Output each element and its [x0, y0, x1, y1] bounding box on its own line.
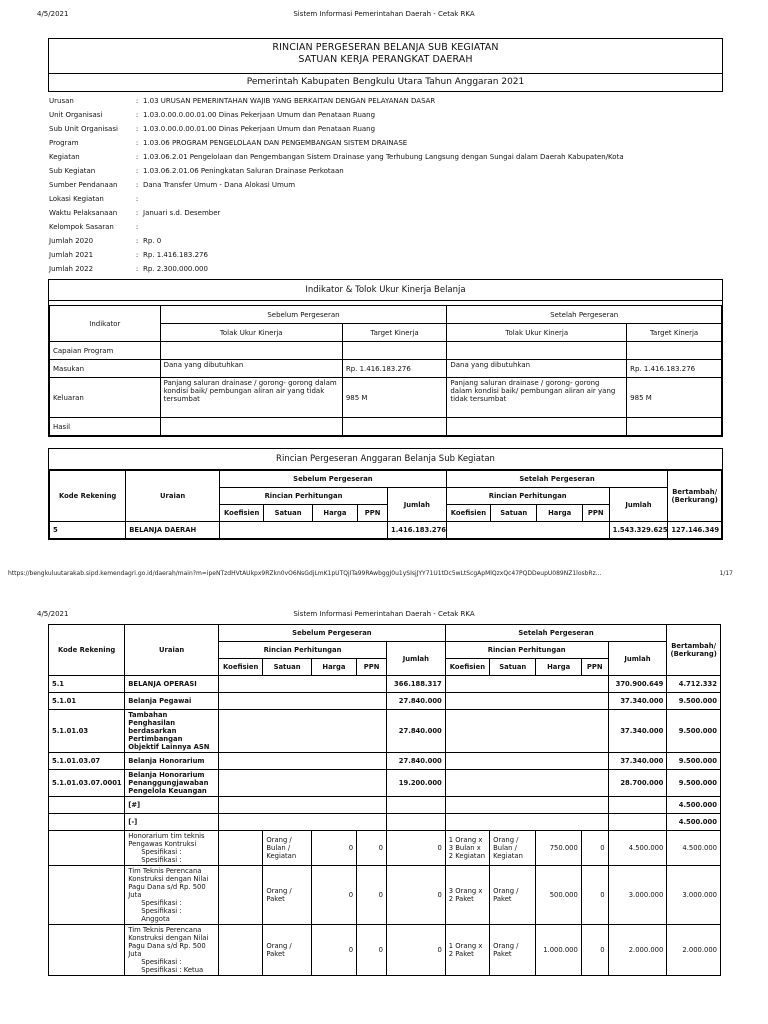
col-kode: Kode Rekening: [49, 625, 125, 676]
col-uraian: Uraian: [125, 625, 219, 676]
indicator-tolok2: Panjang saluran drainase / gorong- gorong dalam kondisi baik/ pembungan aliran air yang tidak tersumbat: [447, 378, 627, 418]
report-subtitle: Pemerintah Kabupaten Bengkulu Utara Tahun Anggaran 2021: [49, 73, 722, 91]
col-uraian: Uraian: [126, 471, 220, 522]
info-label: Jumlah 2022: [49, 265, 94, 273]
indicator-tolok1: Dana yang dibutuhkan: [160, 360, 342, 378]
info-label: Unit Organisasi: [49, 111, 103, 119]
report-title: RINCIAN PERGESERAN BELANJA SUB KEGIATAN: [272, 42, 499, 53]
col-satuan-before: Satuan: [263, 659, 311, 676]
item-ppn2: 0: [581, 831, 608, 866]
item-koef-before: [219, 925, 263, 976]
info-row: [49, 153, 624, 167]
item-koef-before: [219, 866, 263, 925]
col-koef-after: Koefisien: [446, 505, 490, 522]
indicator-tolok2: Dana yang dibutuhkan: [447, 360, 627, 378]
info-label: Lokasi Kegiatan: [49, 195, 104, 203]
item-satuan1: Orang / Bulan / Kegiatan: [263, 831, 311, 866]
indicator-target2: Rp. 1.416.183.276: [627, 360, 722, 378]
info-label: Program: [49, 139, 79, 147]
report-title-box: [48, 38, 723, 92]
info-colon: :: [135, 195, 139, 203]
report-page-2: [0, 600, 768, 1024]
indicator-row: [50, 378, 722, 418]
col-koef-before: Koefisien: [219, 659, 263, 676]
row-jumlah-before: 27.840.000: [387, 710, 446, 753]
col-change: Bertambah/ (Berkurang): [668, 471, 722, 522]
item-koef2: 1 Orang x 2 Paket: [445, 925, 489, 976]
info-colon: :: [135, 223, 139, 231]
item-ppn2: 0: [581, 925, 608, 976]
activity-info: [49, 97, 624, 279]
col-jumlah-after: Jumlah: [609, 488, 668, 522]
row-jumlah-after: 1.543.329.625: [609, 522, 668, 539]
info-colon: :: [135, 251, 139, 259]
row-jumlah-after: 28.700.000: [608, 770, 667, 797]
indicator-target1: [342, 342, 447, 360]
info-row: [49, 139, 624, 153]
row-kode: 5.1.01.03: [49, 710, 125, 753]
info-colon: :: [135, 181, 139, 189]
item-ppn1: 0: [357, 866, 387, 925]
info-row: [49, 195, 624, 209]
info-row: [49, 237, 624, 251]
row-change: 4.500.000: [667, 814, 721, 831]
indicator-tolok1: [160, 418, 342, 436]
line-item: [49, 925, 721, 976]
page-footer: [0, 570, 768, 582]
row-jumlah-before: [387, 797, 446, 814]
info-colon: :: [135, 125, 139, 133]
info-value: Rp. 1.416.183.276: [143, 251, 208, 259]
row-kode: 5.1.01.03.07: [49, 753, 125, 770]
info-row: [49, 209, 624, 223]
page-header: [0, 610, 768, 622]
table-row: [49, 797, 721, 814]
print-date: 4/5/2021: [37, 610, 69, 618]
col-rincian-after: Rincian Perhitungan: [445, 642, 608, 659]
item-koef2: 1 Orang x 3 Bulan x 2 Kegiatan: [445, 831, 489, 866]
info-value: 1.03.06 PROGRAM PENGELOLAAN DAN PENGEMBANGAN SISTEM DRAINASE: [143, 139, 408, 147]
info-colon: :: [135, 209, 139, 217]
info-value: 1.03.0.00.0.00.01.00 Dinas Pekerjaan Umum dan Penataan Ruang: [143, 125, 376, 133]
info-value: 1.03.06.2.01.06 Peningkatan Saluran Drainase Perkotaan: [143, 167, 344, 175]
info-row: [49, 181, 624, 195]
row-uraian: [#]: [125, 797, 219, 814]
indicator-name: Hasil: [50, 418, 161, 436]
row-uraian: Belanja Pegawai: [125, 693, 219, 710]
row-change: 9.500.000: [667, 710, 721, 753]
system-title: Sistem Informasi Pemerintahan Daerah - Cetak RKA: [293, 10, 475, 18]
info-colon: :: [135, 167, 139, 175]
col-rincian-after: Rincian Perhitungan: [446, 488, 609, 505]
item-satuan2: Orang / Bulan / Kegiatan: [490, 831, 536, 866]
item-harga1: 0: [311, 925, 356, 976]
item-jumlah2: 3.000.000: [608, 866, 667, 925]
row-uraian: BELANJA OPERASI: [125, 676, 219, 693]
indicator-target2: [627, 418, 722, 436]
row-change: 4.712.332: [667, 676, 721, 693]
row-uraian: Tambahan Penghasilan berdasarkan Pertimbangan Objektif Lainnya ASN: [125, 710, 219, 753]
indicator-target1: 985 M: [342, 378, 447, 418]
indicator-tolok2: [447, 342, 627, 360]
item-selisih: 4.500.000: [667, 831, 721, 866]
indicator-name: Capaian Program: [50, 342, 161, 360]
budget-caption: Rincian Pergeseran Anggaran Belanja Sub Kegiatan: [49, 449, 722, 470]
indicator-row: [50, 418, 722, 436]
col-satuan-after: Satuan: [490, 659, 536, 676]
col-satuan-before: Satuan: [264, 505, 312, 522]
col-koef-before: Koefisien: [220, 505, 264, 522]
row-jumlah-before: 27.840.000: [387, 753, 446, 770]
col-harga-after: Harga: [536, 659, 581, 676]
table-row: [49, 693, 721, 710]
row-kode: [49, 797, 125, 814]
col-harga-after: Harga: [537, 505, 582, 522]
info-value: [143, 223, 624, 237]
info-colon: :: [135, 265, 139, 273]
info-row: [49, 111, 624, 125]
report-title-sub: SATUAN KERJA PERANGKAT DAERAH: [298, 54, 473, 65]
row-uraian: Belanja Honorarium: [125, 753, 219, 770]
info-label: Jumlah 2020: [49, 237, 94, 245]
indicator-target1: [342, 418, 447, 436]
row-jumlah-after: 37.340.000: [608, 693, 667, 710]
row-jumlah-after: 370.900.649: [608, 676, 667, 693]
table-row: [49, 814, 721, 831]
footer-url[interactable]: https://bengkuluutarakab.sipd.kemendagri.go.id/daerah/main?m=ipeNTzdHVtAUkpx9RZkn0vO6NsGdjLmK1pUTQjITa99RAwbggJ0u1ySIsjJYY71U1tDc5wLtScgApMlQzxQc47PQDDeupU089NZ1losbRz...: [8, 570, 602, 577]
info-row: [49, 125, 624, 139]
col-harga-before: Harga: [311, 659, 356, 676]
indicator-caption: Indikator & Tolok Ukur Kinerja Belanja: [49, 280, 722, 301]
item-harga2: 750.000: [536, 831, 581, 866]
item-uraian: Honorarium tim teknis Pengawas Kontruksi Spesifikasi : Spesifikasi :: [125, 831, 219, 866]
item-satuan1: Orang / Paket: [263, 925, 311, 976]
row-change: 9.500.000: [667, 693, 721, 710]
benchmark-header-before: Tolak Ukur Kinerja: [160, 324, 342, 342]
item-satuan2: Orang / Paket: [490, 866, 536, 925]
info-value: [143, 195, 624, 209]
info-colon: :: [135, 139, 139, 147]
table-row: [49, 710, 721, 753]
info-value: 1.03.06.2.01 Pengelolaan dan Pengembangan Sistem Drainase yang Terhubung Langsung dengan Sungai dalam Daerah Kabupaten/Kota: [143, 153, 624, 161]
row-jumlah-before: [387, 814, 446, 831]
line-item: [49, 831, 721, 866]
budget-section: [48, 448, 723, 540]
row-uraian: Belanja Honorarium Penanggungjawaban Pengelola Keuangan: [125, 770, 219, 797]
item-jumlah1: 0: [387, 925, 446, 976]
item-jumlah2: 2.000.000: [608, 925, 667, 976]
indicator-tolok1: Panjang saluran drainase / gorong- gorong dalam kondisi baik/ pembungan aliran air yang tidak tersumbat: [160, 378, 342, 418]
row-uraian: [-]: [125, 814, 219, 831]
print-date: 4/5/2021: [37, 10, 69, 18]
info-value: Rp. 0: [143, 237, 162, 245]
indicator-tolok2: [447, 418, 627, 436]
indicator-target2: 985 M: [627, 378, 722, 418]
row-change: 9.500.000: [667, 770, 721, 797]
item-ppn1: 0: [357, 831, 387, 866]
item-harga1: 0: [311, 866, 356, 925]
target-header-before: Target Kinerja: [342, 324, 447, 342]
col-ppn-before: PPN: [357, 659, 387, 676]
item-uraian: Tim Teknis Perencana Konstruksi dengan Nilai Pagu Dana s/d Rp. 500 Juta Spesifikasi : Spesifikasi : Ketua: [125, 925, 219, 976]
indicator-row: [50, 342, 722, 360]
budget-detail-table: [48, 624, 721, 976]
info-value: Januari s.d. Desember: [143, 209, 221, 217]
row-jumlah-before: 27.840.000: [387, 693, 446, 710]
info-colon: :: [135, 97, 139, 105]
info-value: Rp. 2.300.000.000: [143, 265, 208, 273]
row-jumlah-before: 1.416.183.276: [388, 522, 447, 539]
info-label: Sub Unit Organisasi: [49, 125, 118, 133]
item-ppn1: 0: [357, 925, 387, 976]
item-jumlah2: 4.500.000: [608, 831, 667, 866]
item-selisih: 3.000.000: [667, 866, 721, 925]
table-row: [49, 676, 721, 693]
item-jumlah1: 0: [387, 866, 446, 925]
row-kode: 5.1.01: [49, 693, 125, 710]
indicator-table: [49, 305, 722, 436]
indicator-row: [50, 360, 722, 378]
row-jumlah-after: [608, 814, 667, 831]
budget-detail-section: [48, 624, 721, 976]
info-colon: :: [135, 237, 139, 245]
col-rincian-before: Rincian Perhitungan: [220, 488, 388, 505]
col-kode: Kode Rekening: [50, 471, 126, 522]
page-number: 1/17: [719, 570, 733, 577]
info-value: Dana Transfer Umum - Dana Alokasi Umum: [143, 181, 296, 189]
row-kode: [49, 814, 125, 831]
after-header: Setelah Pergeseran: [447, 306, 722, 324]
row-change: 127.146.349: [668, 522, 722, 539]
col-harga-before: Harga: [312, 505, 357, 522]
info-label: Waktu Pelaksanaan: [49, 209, 118, 217]
item-selisih: 2.000.000: [667, 925, 721, 976]
info-value: 1.03 URUSAN PEMERINTAHAN WAJIB YANG BERKAITAN DENGAN PELAYANAN DASAR: [143, 97, 436, 105]
row-change: 9.500.000: [667, 753, 721, 770]
col-koef-after: Koefisien: [445, 659, 489, 676]
before-header: Sebelum Pergeseran: [160, 306, 447, 324]
system-title: Sistem Informasi Pemerintahan Daerah - Cetak RKA: [293, 610, 475, 618]
indicator-name: Keluaran: [50, 378, 161, 418]
info-label: Urusan: [49, 97, 74, 105]
col-satuan-after: Satuan: [491, 505, 537, 522]
table-row: [50, 522, 722, 539]
budget-table: [49, 470, 722, 539]
info-row: [49, 167, 624, 181]
indicator-header: Indikator: [50, 306, 161, 342]
row-jumlah-before: 366.188.317: [387, 676, 446, 693]
table-row: [49, 770, 721, 797]
row-jumlah-after: [608, 797, 667, 814]
target-header-after: Target Kinerja: [627, 324, 722, 342]
col-before: Sebelum Pergeseran: [220, 471, 447, 488]
indicator-tolok1: [160, 342, 342, 360]
info-row: [49, 251, 624, 265]
col-jumlah-after: Jumlah: [608, 642, 667, 676]
col-before: Sebelum Pergeseran: [219, 625, 446, 642]
item-koef-before: [219, 831, 263, 866]
info-colon: :: [135, 111, 139, 119]
row-jumlah-before: 19.200.000: [387, 770, 446, 797]
col-jumlah-before: Jumlah: [387, 642, 446, 676]
col-ppn-after: PPN: [581, 659, 608, 676]
col-ppn-after: PPN: [582, 505, 609, 522]
row-uraian: BELANJA DAERAH: [126, 522, 220, 539]
info-label: Kegiatan: [49, 153, 80, 161]
info-value: 1.03.0.00.0.00.01.00 Dinas Pekerjaan Umum dan Penataan Ruang: [143, 111, 376, 119]
page-header: [0, 10, 768, 22]
info-row: [49, 265, 624, 279]
info-row: [49, 223, 624, 237]
row-kode: 5.1: [49, 676, 125, 693]
indicator-target2: [627, 342, 722, 360]
info-label: Kelompok Sasaran: [49, 223, 114, 231]
row-kode: 5: [50, 522, 126, 539]
indicator-name: Masukan: [50, 360, 161, 378]
item-uraian: Tim Teknis Perencana Konstruksi dengan Nilai Pagu Dana s/d Rp. 500 Juta Spesifikasi : Spesifikasi : Anggota: [125, 866, 219, 925]
item-harga1: 0: [311, 831, 356, 866]
info-label: Sumber Pendanaan: [49, 181, 118, 189]
indicator-target1: Rp. 1.416.183.276: [342, 360, 447, 378]
line-item: [49, 866, 721, 925]
item-koef2: 3 Orang x 2 Paket: [445, 866, 489, 925]
row-jumlah-after: 37.340.000: [608, 753, 667, 770]
table-row: [49, 753, 721, 770]
info-label: Sub Kegiatan: [49, 167, 96, 175]
item-harga2: 1.000.000: [536, 925, 581, 976]
col-rincian-before: Rincian Perhitungan: [219, 642, 387, 659]
col-after: Setelah Pergeseran: [445, 625, 667, 642]
item-satuan2: Orang / Paket: [490, 925, 536, 976]
col-ppn-before: PPN: [358, 505, 388, 522]
row-jumlah-after: 37.340.000: [608, 710, 667, 753]
benchmark-header-after: Tolak Ukur Kinerja: [447, 324, 627, 342]
row-change: 4.500.000: [667, 797, 721, 814]
info-label: Jumlah 2021: [49, 251, 94, 259]
col-jumlah-before: Jumlah: [388, 488, 447, 522]
info-colon: :: [135, 153, 139, 161]
item-harga2: 500.000: [536, 866, 581, 925]
indicator-section: [48, 279, 723, 437]
col-after: Setelah Pergeseran: [446, 471, 668, 488]
item-satuan1: Orang / Paket: [263, 866, 311, 925]
item-ppn2: 0: [581, 866, 608, 925]
col-change: Bertambah/ (Berkurang): [667, 625, 721, 676]
item-jumlah1: 0: [387, 831, 446, 866]
info-row: [49, 97, 624, 111]
row-kode: 5.1.01.03.07.0001: [49, 770, 125, 797]
